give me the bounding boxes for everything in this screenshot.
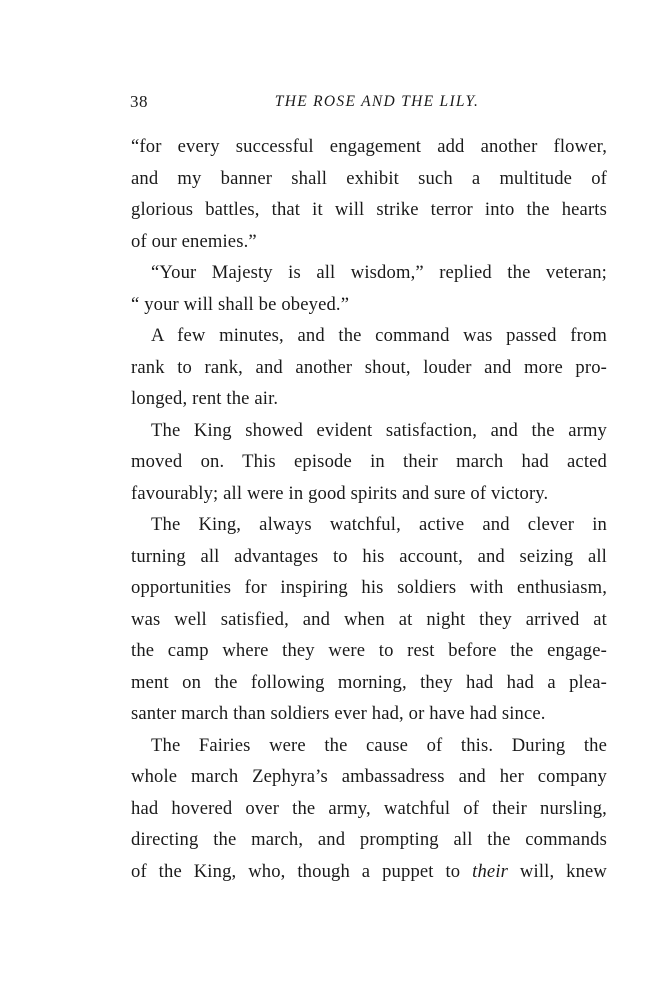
text-line: moved on. This episode in their march had acted [131, 451, 607, 472]
text-line: longed, rent the air. [131, 388, 279, 409]
text-line: The Fairies were the cause of this. During the [151, 734, 607, 756]
text-line: and my banner shall exhibit such a multitude of [131, 167, 607, 189]
page-header [130, 92, 606, 116]
emphasized-word: their [472, 860, 509, 882]
text-line [131, 856, 607, 888]
text-segment: will, knew [508, 860, 608, 882]
page-number: 38 [130, 92, 148, 111]
text-line: of our enemies.” [131, 230, 257, 252]
text-line: opportunities for inspiring his soldiers with enthusiasm, [131, 577, 607, 598]
text-line: glorious battles, that it will strike terror into the hearts [131, 199, 607, 220]
body-text [131, 131, 607, 887]
text-line: “ your will shall be obeyed.” [131, 293, 350, 315]
text-line: “Your Majesty is all wisdom,” replied the veteran; [151, 262, 607, 283]
text-line: whole march Zephyra’s ambassadress and her company [131, 766, 607, 787]
text-segment: of the King, who, though a puppet to [131, 860, 473, 882]
running-title: THE ROSE AND THE LILY. [274, 93, 480, 110]
text-line: The King, always watchful, active and clever in [151, 514, 607, 535]
text-line: “for every successful engagement add another flower, [131, 136, 607, 157]
text-line: the camp where they were to rest before the engage- [131, 640, 607, 661]
text-line: A few minutes, and the command was passed from [151, 325, 607, 346]
text-line: turning all advantages to his account, and seizing all [131, 545, 607, 567]
text-line: directing the march, and prompting all the commands [131, 829, 607, 850]
text-line: was well satisfied, and when at night they arrived at [131, 608, 607, 630]
text-line: The King showed evident satisfaction, and the army [151, 419, 607, 441]
text-line: favourably; all were in good spirits and sure of victory. [131, 482, 549, 504]
text-line: santer march than soldiers ever had, or have had since. [131, 703, 546, 724]
text-line: had hovered over the army, watchful of their nursling, [131, 797, 607, 819]
text-line: rank to rank, and another shout, louder and more pro- [131, 356, 607, 378]
text-line: ment on the following morning, they had had a plea- [131, 671, 607, 693]
